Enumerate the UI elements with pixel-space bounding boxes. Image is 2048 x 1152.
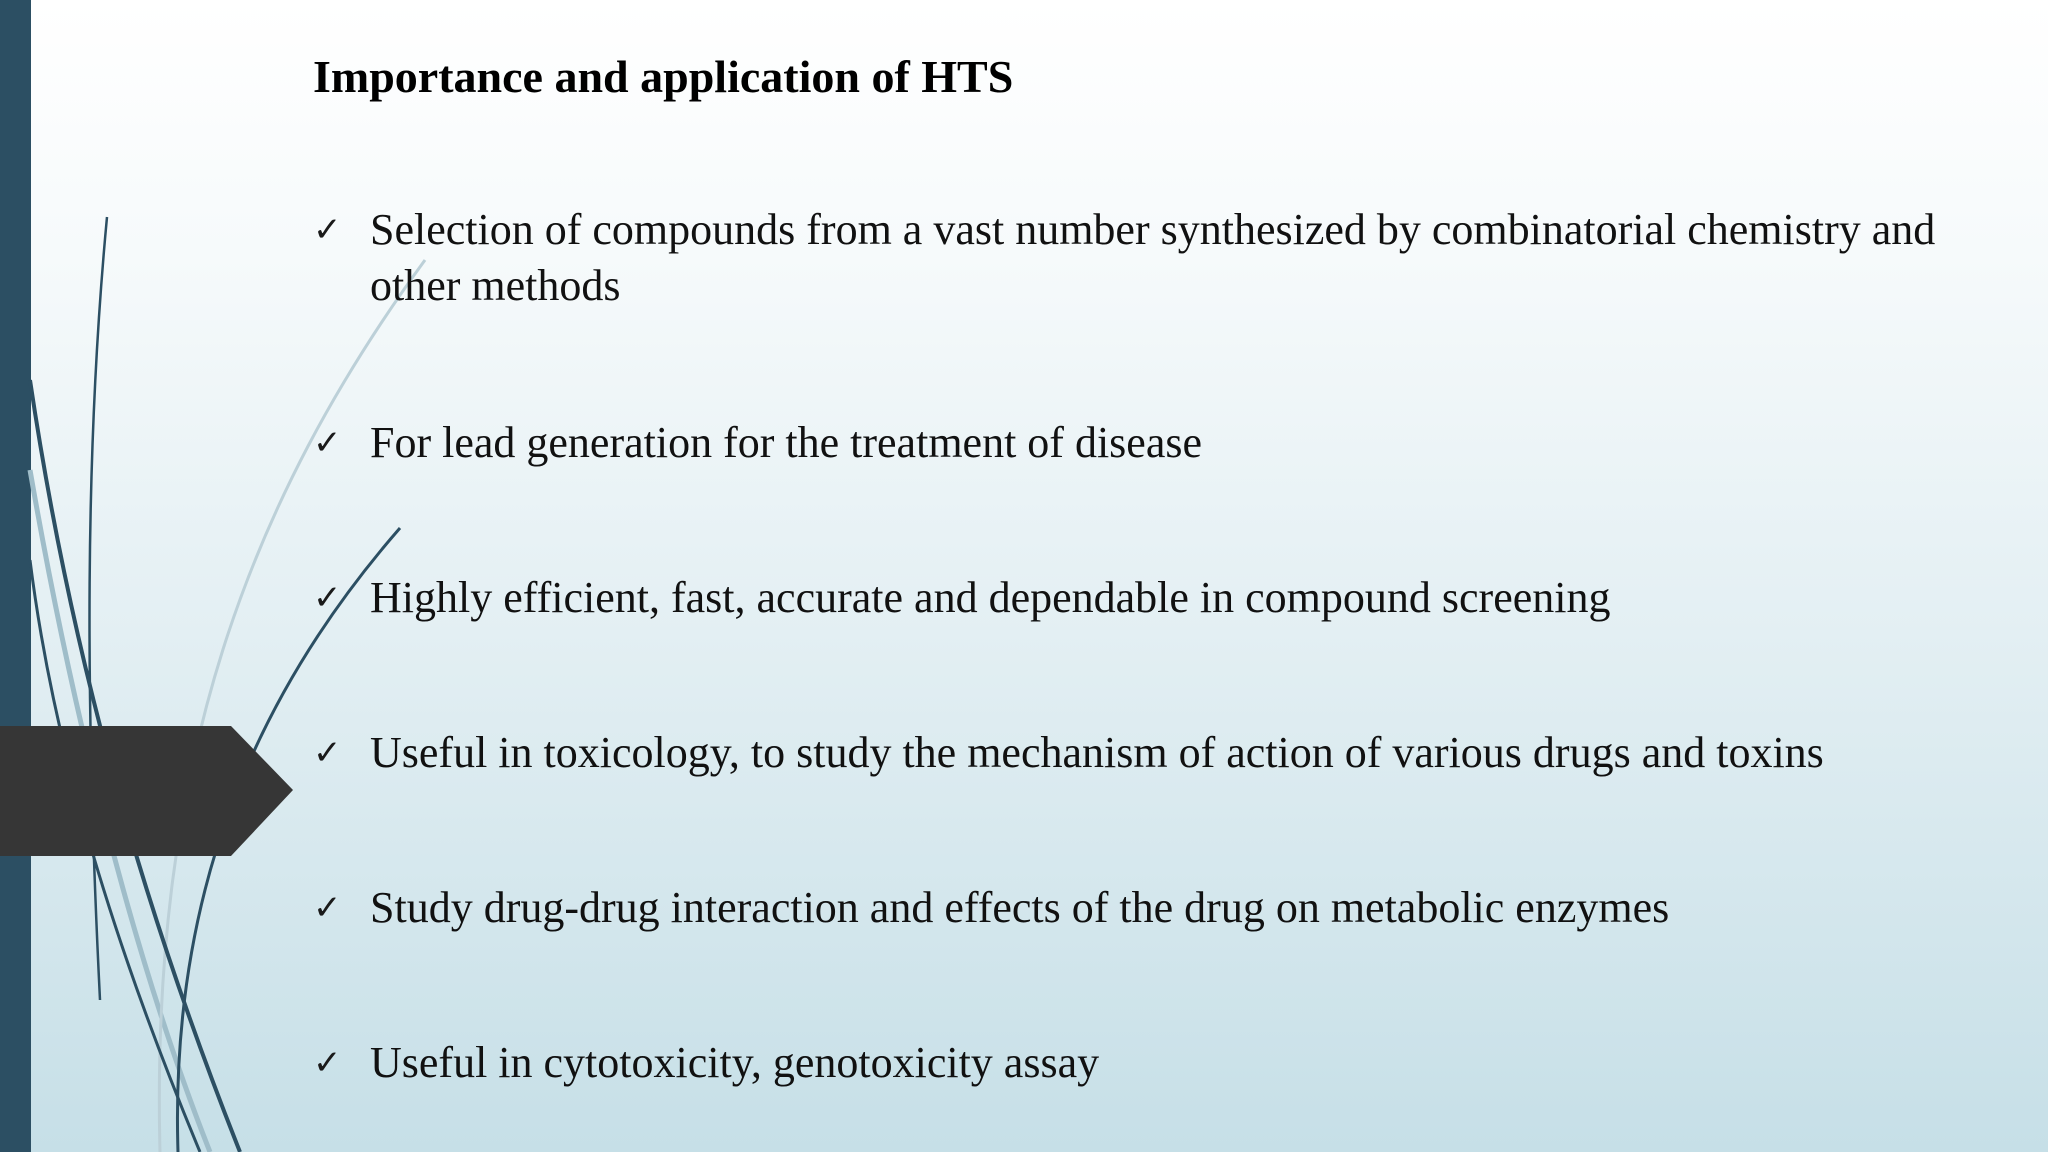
bullet-item xyxy=(313,415,1993,471)
bullet-text: For lead generation for the treatment of disease xyxy=(370,418,1203,467)
bullet-text: Selection of compounds from a vast number synthesized by combinatorial chemistry and other methods xyxy=(370,205,1936,310)
decorative-curve-light xyxy=(159,260,425,1152)
slide-title: Importance and application of HTS xyxy=(313,51,1014,102)
bullet-item xyxy=(313,1035,1993,1091)
check-icon: ✓ xyxy=(313,210,342,250)
bullet-text: Study drug-drug interaction and effects of the drug on metabolic enzymes xyxy=(370,883,1670,932)
bullet-text: Useful in toxicology, to study the mechanism of action of various drugs and toxins xyxy=(370,728,1824,777)
check-icon: ✓ xyxy=(313,578,342,618)
bullet-item xyxy=(313,202,1993,314)
arrow-tab xyxy=(0,726,293,856)
bullet-item xyxy=(313,880,1993,936)
check-icon: ✓ xyxy=(313,888,342,928)
bullet-item xyxy=(313,725,1993,781)
check-icon: ✓ xyxy=(313,733,342,773)
check-icon: ✓ xyxy=(313,1043,342,1083)
bullet-text: Highly efficient, fast, accurate and dependable in compound screening xyxy=(370,573,1611,622)
decorative-curve-dark xyxy=(90,217,107,1000)
bullet-item xyxy=(313,570,1993,626)
check-icon: ✓ xyxy=(313,423,342,463)
bullet-text: Useful in cytotoxicity, genotoxicity assay xyxy=(370,1038,1100,1087)
